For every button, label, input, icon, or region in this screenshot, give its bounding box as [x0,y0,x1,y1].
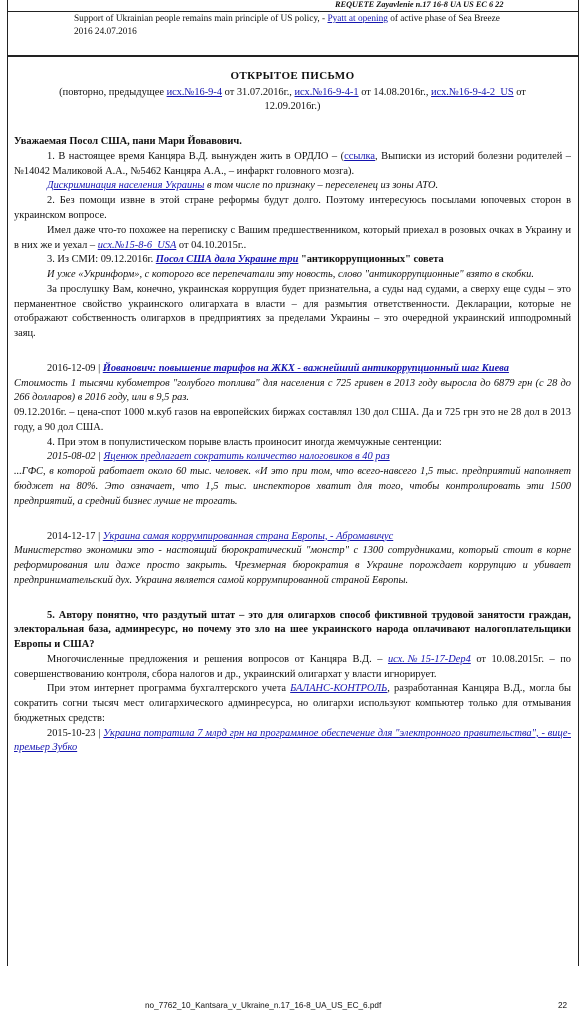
balance-control-link[interactable]: БАЛАНС-КОНТРОЛЬ [290,683,388,695]
section-rule [7,55,579,57]
footer-filename: no_7762_10_Kantsara_v_Ukraine_n.17_16-8_UA_US_EC_6.pdf [145,1001,382,1010]
quote-4-heading [14,727,571,757]
quote-1-note: 09.12.2016г. – цена-спот 1000 м.куб газов на европейских биржах составлял 130 дол США. Да и 725 грн это не 28 дол в 2013 году, а 90 дол США. [14,407,571,433]
subtitle-text-1: (повторно, предыдущее [59,86,167,98]
quote-4-date: 2015-10-23 | [47,727,104,739]
ref-link-15-8-6-usa[interactable]: исх.№15-8-6_USA [97,239,177,251]
subtitle-text-2: от 31.07.2016г., [222,86,295,98]
news-header-prefix: Support of Ukrainian people remains main principle of US policy, - [74,14,328,24]
p5c-text-1: При этом интернет программа бухгалтерского учета [47,683,291,695]
e-government-link[interactable]: Украина потратила 7 млрд грн на программное обеспечение для "электронного правительства", - вице-премьер Зубко [14,727,571,754]
p1-text-2: , Выписки из историй болезни родителей – №14042 Маликовой А.А., №5462 Канцяра А.А., – инфаркт головного мозга). [14,150,571,177]
abromavicius-link[interactable]: Украина самая коррумпированная страна Европы, - Абромавичус [102,530,394,542]
p5b-text-1: Многочисленные предложения и решения вопросов от Канцяра В.Д. – [47,653,388,665]
quote-2-date: 2015-08-02 | [47,451,104,463]
p2b-text-2: от 04.10.2015г.. [176,239,247,251]
paragraph-5b [14,653,571,683]
ref-link-16-9-4[interactable]: исх.№16-9-4 [166,86,223,98]
subtitle-text-3: от 14.08.2016г., [358,86,432,98]
p2b-text-1: Имел даже что-то похожее на переписку с Вашим предшественником, который приехал в розовых очках в Украину и в них же и уехал – [14,224,571,251]
letter-subtitle [14,86,571,116]
quote-1-heading [14,362,571,377]
p1-text-1: 1. В настоящее время Канцяра В.Д. вынужден жить в ОРДЛО – ( [47,150,345,162]
p5c-text-2: , разработанная Канцяра В.Д., могла бы сократить согни тысяч мест олигархического админресурса, но олигархи используют компьютер только для отмывания бюджетных средств: [14,683,572,724]
subtitle-text-5: 12.09.2016г.) [264,101,321,113]
ambassador-advice-link[interactable]: Посол США дала Украине три [155,254,299,266]
ref-link-16-9-4-1[interactable]: исх.№16-9-4-1 [294,86,359,98]
reference-link[interactable]: ссылка [344,150,376,162]
ref-link-16-9-4-2-us[interactable]: исх.№16-9-4-2_US [431,86,514,98]
paragraph-5c [14,682,571,726]
paragraph-3b: И уже «Укринформ», с которого все перепечатали эту новость, слово "антикоррупционные" взято в скобки. [47,269,534,281]
news-header [74,13,574,39]
paragraph-3c: За прослушку Вам, конечно, украинская коррупция будет признательна, а суды над судами, а сверху еще суды – это перманентное свойство украинского олигархата в власти – для размытия ответственности. Декларации, которые не отображают собственность олигархов в предприятиях за пределами Украины – это очередной украинский ипподромный заяц. [14,283,571,340]
quote-3-text: Министерство экономики это - настоящий бюрократический "монстр" с 1300 сотрудниками, который стоит в корне реформирования или даже просто закрыть. Чрезмерная бюрократия в Украине порождает коррупцию и убивает предпринимательский дух. Украина является самой коррумпированной страной Европы. [14,545,571,586]
paragraph-2b [14,224,571,254]
discrimination-link[interactable]: Дискриминация населения Украины [47,180,205,192]
news-header-dates: 2016 24.07.2016 [74,27,137,38]
paragraph-1 [14,150,571,180]
quote-1-text: Стоимость 1 тысячи кубометров "голубого топлива" для населения с 725 гривен в 2013 году выросла до 6879 грн (с 28 до 266 долларов) в 2016 году, или в 9,5 раз. [14,377,571,404]
quote-2-text: ...ГФС, в которой работает около 60 тыс. человек. «И это при том, что всего-навсего 1,5 тыс. предприятий наполняет бюджет на 80%. Это означает, что 1,5 тыс. инспекторов хватит для того, чтобы контролировать эти 1500 предприятий, а средний бизнес лучше не трогать. [14,466,571,507]
quote-1-date: 2016-12-09 | [47,362,103,374]
yatsenyuk-link[interactable]: Яценюк предлагает сократить количество налоговиков в 40 раз [103,451,390,463]
paragraph-3 [14,253,571,268]
header-rule [7,11,579,12]
p3-text-1: 3. Из СМИ: 09.12.2016г. [47,254,156,266]
news-header-suffix: of active phase of Sea Breeze [387,14,500,24]
paragraph-4: 4. При этом в популистическом порыве власть проиносит иногда жемчужные сентенции: [47,436,442,448]
subtitle-text-4: от [513,86,526,98]
quote-2-heading [14,450,571,465]
yovanovich-tariffs-link[interactable]: Йованович: повышение тарифов на ЖКХ - важнейший антикоррупционный шаг Киева [102,362,509,374]
letter-body [14,64,571,756]
greeting: Уважаемая Посол США, пани Мари Йовавович. [14,136,242,148]
quote-3-date: 2014-12-17 | [47,530,103,542]
reference-code: REQUETE Zayavlenie n.17 16-8 UA US EC 6 22 [335,0,504,9]
letter-title: ОТКРЫТОЕ ПИСЬМО [230,70,355,82]
paragraph-1b [14,179,571,194]
page-number: 22 [558,1001,568,1010]
p3-text-2: "антикоррупционных" совета [298,254,444,266]
paragraph-5: 5. Автору понятно, что раздутый штат – это для олигархов способ фиктивной трудовой занятости граждан, электоральная база, админресурс, но почему это зло на шее украинского народа оплачивают налогоплательщики Европы и США? [14,609,571,651]
quote-3-heading [14,530,571,545]
paragraph-2: 2. Без помощи извне в этой стране реформы будут долго. Поэтому интересуюсь посылами юпочевых сторон в украинском вопросе. [14,195,571,221]
p5b-text-2: от 10.08.2015г. – по совершенствованию контроля, сбора налогов и др., украинский олигархат у власти игнорирует. [14,653,571,680]
pyatt-link[interactable]: Pyatt at opening [327,14,388,24]
ref-link-15-17-dep4[interactable]: исх.№15-17-Dep4 [387,653,471,665]
p1b-text: в том числе по признаку – переселенец из зоны АТО. [204,180,439,192]
